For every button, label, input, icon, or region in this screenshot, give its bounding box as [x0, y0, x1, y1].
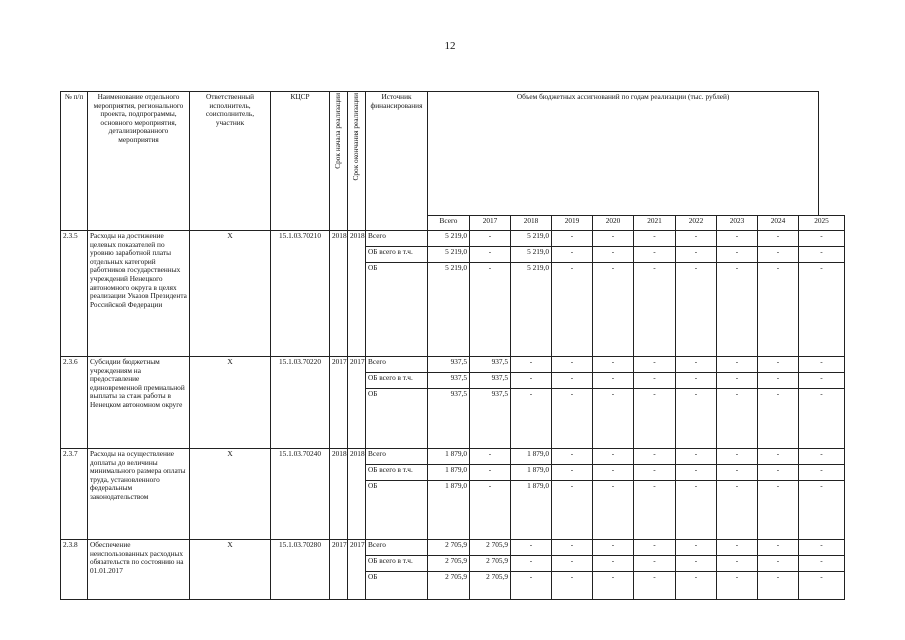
year-header: 2017	[470, 216, 511, 231]
amount-cell: -	[799, 389, 845, 449]
amount-cell: -	[511, 540, 552, 556]
row-end: 2018	[348, 231, 366, 357]
source-label: ОБ всего в т.ч.	[366, 247, 428, 263]
amount-cell: -	[676, 449, 717, 465]
row-name: Субсидии бюджетным учреждениям на предоставление единовременной премиальной выплаты за стаж работы в Ненецком автономном округе	[88, 357, 190, 449]
source-label: ОБ всего в т.ч.	[366, 465, 428, 481]
header-volume: Объем бюджетных ассигнований по годам реализации (тыс. рублей)	[428, 92, 819, 216]
amount-cell: -	[799, 465, 845, 481]
amount-cell: -	[593, 540, 634, 556]
amount-cell: -	[717, 540, 758, 556]
amount-cell: -	[758, 481, 799, 540]
amount-cell: -	[676, 263, 717, 357]
amount-cell: -	[799, 247, 845, 263]
amount-cell: -	[511, 357, 552, 373]
row-kcsr: 15.1.03.70240	[271, 449, 330, 540]
amount-cell: -	[593, 556, 634, 572]
row-responsible: Х	[190, 449, 271, 540]
amount-cell: -	[593, 357, 634, 373]
amount-cell: -	[593, 572, 634, 600]
amount-cell: -	[593, 389, 634, 449]
row-kcsr: 15.1.03.70220	[271, 357, 330, 449]
amount-cell: 937,5	[428, 373, 470, 389]
year-header: 2018	[511, 216, 552, 231]
amount-cell: -	[470, 465, 511, 481]
amount-cell: -	[634, 481, 676, 540]
amount-cell: 5 219,0	[428, 263, 470, 357]
amount-cell: -	[511, 389, 552, 449]
amount-cell: -	[676, 540, 717, 556]
amount-cell: 5 219,0	[511, 263, 552, 357]
amount-cell: -	[676, 373, 717, 389]
amount-cell: -	[717, 465, 758, 481]
row-num: 2.3.7	[61, 449, 88, 540]
year-header: 2021	[634, 216, 676, 231]
amount-cell: 2 705,9	[428, 556, 470, 572]
amount-cell: 1 879,0	[511, 481, 552, 540]
amount-cell: -	[799, 449, 845, 465]
amount-cell: -	[676, 556, 717, 572]
amount-cell: -	[676, 231, 717, 247]
header-responsible: Ответственный исполнитель, соисполнитель, участник	[190, 92, 271, 231]
header-kcsr: КЦСР	[271, 92, 330, 231]
amount-cell: 1 879,0	[428, 465, 470, 481]
amount-cell: -	[511, 373, 552, 389]
row-responsible: Х	[190, 357, 271, 449]
amount-cell: -	[552, 357, 593, 373]
source-label: ОБ	[366, 481, 428, 540]
row-name: Расходы на достижение целевых показателей по уровню заработной платы отдельных категорий работников государственных учреждений Ненецкого автономного округа в целях реализации Указов Президента Российской Федерации	[88, 231, 190, 357]
header-source: Источник финансирования	[366, 92, 428, 231]
amount-cell: -	[717, 373, 758, 389]
amount-cell: -	[676, 572, 717, 600]
amount-cell: -	[634, 540, 676, 556]
source-label: Всего	[366, 357, 428, 373]
year-header: Всего	[428, 216, 470, 231]
header-num: № п/п	[61, 92, 88, 231]
amount-cell: 2 705,9	[470, 572, 511, 600]
year-header: 2019	[552, 216, 593, 231]
row-kcsr: 15.1.03.70280	[271, 540, 330, 600]
amount-cell: -	[511, 572, 552, 600]
source-label: ОБ всего в т.ч.	[366, 373, 428, 389]
amount-cell: -	[593, 373, 634, 389]
amount-cell: -	[552, 572, 593, 600]
amount-cell: -	[799, 481, 845, 540]
table-row	[61, 357, 845, 373]
amount-cell: -	[552, 465, 593, 481]
amount-cell: -	[470, 449, 511, 465]
year-header: 2025	[799, 216, 845, 231]
source-label: Всего	[366, 231, 428, 247]
amount-cell: -	[552, 231, 593, 247]
amount-cell: 937,5	[470, 357, 511, 373]
amount-cell: -	[593, 465, 634, 481]
amount-cell: -	[758, 449, 799, 465]
amount-cell: -	[717, 556, 758, 572]
amount-cell: -	[593, 263, 634, 357]
amount-cell: -	[470, 481, 511, 540]
amount-cell: -	[593, 449, 634, 465]
amount-cell: -	[799, 357, 845, 373]
amount-cell: -	[676, 389, 717, 449]
row-name: Обеспечение неиспользованных расходных обязательств по состоянию на 01.01.2017	[88, 540, 190, 600]
row-name: Расходы на осуществление доплаты до величины минимального размера оплаты труда, установленного федеральным законодательством	[88, 449, 190, 540]
amount-cell: -	[634, 263, 676, 357]
amount-cell: -	[676, 465, 717, 481]
amount-cell: -	[470, 231, 511, 247]
source-label: ОБ	[366, 572, 428, 600]
amount-cell: -	[511, 556, 552, 572]
amount-cell: -	[634, 556, 676, 572]
amount-cell: -	[717, 481, 758, 540]
amount-cell: -	[799, 263, 845, 357]
amount-cell: -	[552, 389, 593, 449]
amount-cell: -	[676, 357, 717, 373]
amount-cell: -	[552, 373, 593, 389]
amount-cell: -	[552, 481, 593, 540]
amount-cell: -	[758, 247, 799, 263]
amount-cell: -	[758, 465, 799, 481]
row-num: 2.3.6	[61, 357, 88, 449]
page-number: 12	[444, 40, 456, 52]
amount-cell: 1 879,0	[511, 465, 552, 481]
amount-cell: -	[634, 247, 676, 263]
amount-cell: 2 705,9	[428, 540, 470, 556]
amount-cell: -	[758, 373, 799, 389]
amount-cell: 5 219,0	[511, 247, 552, 263]
amount-cell: -	[717, 263, 758, 357]
amount-cell: -	[552, 247, 593, 263]
row-responsible: Х	[190, 231, 271, 357]
amount-cell: -	[634, 389, 676, 449]
amount-cell: -	[634, 449, 676, 465]
amount-cell: 5 219,0	[428, 247, 470, 263]
amount-cell: -	[552, 540, 593, 556]
source-label: ОБ всего в т.ч.	[366, 556, 428, 572]
amount-cell: -	[593, 231, 634, 247]
amount-cell: 1 879,0	[511, 449, 552, 465]
row-end: 2017	[348, 357, 366, 449]
budget-table	[60, 91, 845, 600]
amount-cell: 2 705,9	[428, 572, 470, 600]
amount-cell: 937,5	[428, 357, 470, 373]
amount-cell: -	[799, 373, 845, 389]
source-label: Всего	[366, 449, 428, 465]
amount-cell: -	[717, 357, 758, 373]
header-end: Срок окончания реализации	[348, 92, 366, 231]
amount-cell: -	[758, 231, 799, 247]
row-end: 2018	[348, 449, 366, 540]
amount-cell: -	[470, 263, 511, 357]
amount-cell: -	[758, 263, 799, 357]
amount-cell: -	[634, 373, 676, 389]
amount-cell: -	[676, 247, 717, 263]
amount-cell: -	[758, 540, 799, 556]
amount-cell: -	[758, 556, 799, 572]
amount-cell: 937,5	[470, 373, 511, 389]
amount-cell: -	[634, 357, 676, 373]
amount-cell: 2 705,9	[470, 556, 511, 572]
amount-cell: -	[470, 247, 511, 263]
row-kcsr: 15.1.03.70210	[271, 231, 330, 357]
amount-cell: -	[758, 357, 799, 373]
year-header: 2023	[717, 216, 758, 231]
header-name: Наименование отдельного мероприятия, регионального проекта, подпрограммы, основного мероприятия, детализированного мероприятия	[88, 92, 190, 231]
amount-cell: 5 219,0	[511, 231, 552, 247]
amount-cell: -	[552, 263, 593, 357]
amount-cell: 937,5	[470, 389, 511, 449]
amount-cell: -	[758, 572, 799, 600]
amount-cell: 1 879,0	[428, 449, 470, 465]
row-end: 2017	[348, 540, 366, 600]
table-row	[61, 540, 845, 556]
year-header: 2024	[758, 216, 799, 231]
header-start: Срок начала реализации	[330, 92, 348, 231]
amount-cell: -	[634, 572, 676, 600]
amount-cell: -	[717, 247, 758, 263]
source-label: ОБ	[366, 389, 428, 449]
amount-cell: 937,5	[428, 389, 470, 449]
amount-cell: -	[717, 389, 758, 449]
source-label: Всего	[366, 540, 428, 556]
year-header: 2020	[593, 216, 634, 231]
amount-cell: -	[758, 389, 799, 449]
amount-cell: -	[799, 231, 845, 247]
source-label: ОБ	[366, 263, 428, 357]
row-num: 2.3.5	[61, 231, 88, 357]
row-start: 2017	[330, 540, 348, 600]
amount-cell: -	[799, 540, 845, 556]
year-header: 2022	[676, 216, 717, 231]
amount-cell: -	[552, 556, 593, 572]
amount-cell: -	[799, 572, 845, 600]
amount-cell: -	[552, 449, 593, 465]
row-start: 2018	[330, 449, 348, 540]
row-start: 2017	[330, 357, 348, 449]
amount-cell: -	[717, 572, 758, 600]
table-row	[61, 449, 845, 465]
amount-cell: 1 879,0	[428, 481, 470, 540]
amount-cell: 5 219,0	[428, 231, 470, 247]
row-num: 2.3.8	[61, 540, 88, 600]
amount-cell: -	[634, 231, 676, 247]
amount-cell: -	[799, 556, 845, 572]
amount-cell: -	[593, 481, 634, 540]
amount-cell: -	[717, 231, 758, 247]
amount-cell: -	[676, 481, 717, 540]
amount-cell: 2 705,9	[470, 540, 511, 556]
row-responsible: Х	[190, 540, 271, 600]
amount-cell: -	[717, 449, 758, 465]
row-start: 2018	[330, 231, 348, 357]
amount-cell: -	[634, 465, 676, 481]
amount-cell: -	[593, 247, 634, 263]
table-row	[61, 231, 845, 247]
